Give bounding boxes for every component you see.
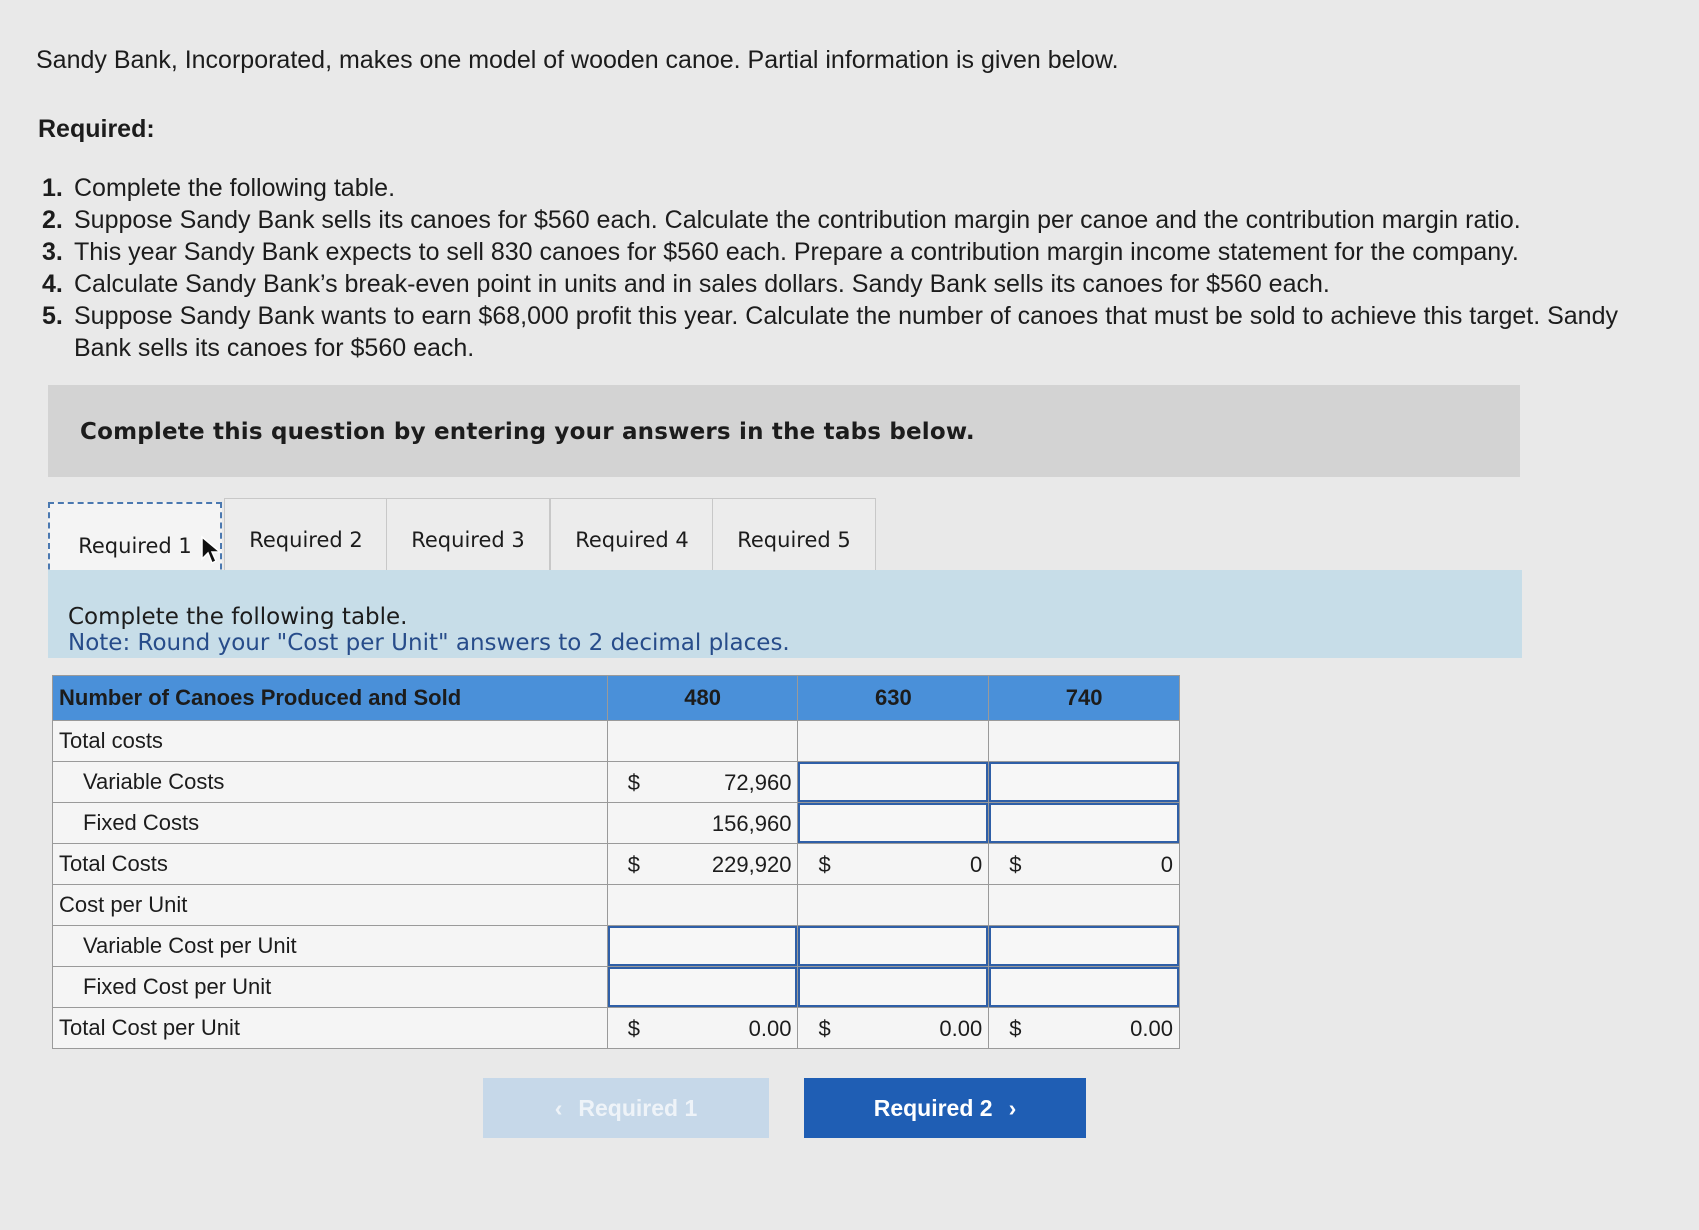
fixed-costs-480-value: 156,960 bbox=[711, 811, 792, 836]
total-cost-per-unit-740-value: 0.00 bbox=[1130, 1016, 1173, 1041]
empty-cell bbox=[989, 885, 1180, 926]
panel-instruction: Complete the following table. bbox=[68, 604, 408, 630]
fixed-costs-740-input[interactable] bbox=[989, 803, 1180, 844]
tab-required-4[interactable]: Required 4 bbox=[550, 498, 714, 582]
total-costs-480 bbox=[607, 844, 798, 885]
prev-button-label: Required 1 bbox=[578, 1094, 698, 1121]
empty-cell bbox=[798, 885, 989, 926]
row-label-fixed-cost-per-unit: Fixed Cost per Unit bbox=[53, 967, 608, 1008]
list-item: 1. Complete the following table. bbox=[42, 174, 396, 202]
row-label-total-costs: Total costs bbox=[53, 721, 608, 762]
row-label-total-costs-sum: Total Costs bbox=[53, 844, 608, 885]
row-label-variable-cost-per-unit: Variable Cost per Unit bbox=[53, 926, 608, 967]
dollar-sign: $ bbox=[627, 852, 640, 877]
row-label-cost-per-unit: Cost per Unit bbox=[53, 885, 608, 926]
variable-costs-740-input[interactable] bbox=[989, 762, 1180, 803]
empty-cell bbox=[607, 721, 798, 762]
total-cost-per-unit-740 bbox=[989, 1008, 1180, 1049]
panel-note: Note: Round your "Cost per Unit" answers to 2 decimal places. bbox=[68, 630, 790, 656]
variable-costs-480-value: 72,960 bbox=[724, 770, 792, 795]
required-heading: Required: bbox=[38, 115, 155, 143]
dollar-sign: $ bbox=[627, 1016, 640, 1041]
dollar-sign: $ bbox=[1009, 852, 1022, 877]
list-item: 4. Calculate Sandy Bank’s break-even point in units and in sales dollars. Sandy Bank sells its canoes for $560 each. bbox=[42, 270, 1330, 298]
list-item: 5. Suppose Sandy Bank wants to earn $68,000 profit this year. Calculate the number of canoes that must be sold to achieve this target. Sandy Bank sells its canoes for $560 each. bbox=[42, 302, 1618, 362]
row-label-variable-costs: Variable Costs bbox=[53, 762, 608, 803]
tab-required-2[interactable]: Required 2 bbox=[224, 498, 388, 582]
chevron-left-icon: ‹ bbox=[554, 1094, 563, 1121]
empty-cell bbox=[798, 721, 989, 762]
dollar-sign: $ bbox=[818, 1016, 831, 1041]
fixed-costs-630-input[interactable] bbox=[798, 803, 989, 844]
total-cost-per-unit-630-value: 0.00 bbox=[939, 1016, 983, 1041]
fixed-cost-per-unit-740-input[interactable] bbox=[989, 967, 1180, 1008]
next-button-label: Required 2 bbox=[873, 1094, 993, 1121]
list-item: 3. This year Sandy Bank expects to sell 830 canoes for $560 each. Prepare a contribution margin income statement for the company. bbox=[42, 238, 1519, 266]
mouse-pointer-icon bbox=[200, 535, 222, 565]
dollar-sign: $ bbox=[818, 852, 831, 877]
total-cost-per-unit-480-value: 0.00 bbox=[748, 1016, 792, 1041]
total-costs-630-value: 0 bbox=[969, 852, 983, 877]
row-label-fixed-costs: Fixed Costs bbox=[53, 803, 608, 844]
variable-costs-630-input[interactable] bbox=[798, 762, 989, 803]
empty-cell bbox=[607, 885, 798, 926]
column-header-630: 630 bbox=[798, 676, 989, 721]
table-row bbox=[53, 967, 1180, 1008]
cost-table bbox=[52, 675, 1180, 1049]
requirements-list bbox=[42, 172, 1662, 364]
total-costs-480-value: 229,920 bbox=[711, 852, 792, 877]
table-row bbox=[53, 762, 1180, 803]
total-costs-740-value: 0 bbox=[1160, 852, 1173, 877]
table-row bbox=[53, 844, 1180, 885]
header-label: Number of Canoes Produced and Sold bbox=[53, 676, 608, 721]
chevron-right-icon: › bbox=[1008, 1094, 1017, 1121]
variable-costs-480 bbox=[607, 762, 798, 803]
next-button[interactable] bbox=[804, 1078, 1086, 1138]
instruction-banner bbox=[48, 385, 1520, 477]
fixed-cost-per-unit-630-input[interactable] bbox=[798, 967, 989, 1008]
list-item: 2. Suppose Sandy Bank sells its canoes for $560 each. Calculate the contribution margin per canoe and the contribution margin ratio. bbox=[42, 206, 1521, 234]
table-row bbox=[53, 885, 1180, 926]
tab-required-3[interactable]: Required 3 bbox=[386, 498, 550, 582]
dollar-sign: $ bbox=[627, 770, 640, 795]
prev-button[interactable] bbox=[483, 1078, 769, 1138]
total-cost-per-unit-630 bbox=[798, 1008, 989, 1049]
variable-cost-per-unit-480-input[interactable] bbox=[607, 926, 798, 967]
row-label-total-cost-per-unit: Total Cost per Unit bbox=[53, 1008, 608, 1049]
dollar-sign: $ bbox=[1009, 1016, 1022, 1041]
tab-required-5[interactable]: Required 5 bbox=[712, 498, 876, 582]
empty-cell bbox=[989, 721, 1180, 762]
column-header-480: 480 bbox=[607, 676, 798, 721]
total-cost-per-unit-480 bbox=[607, 1008, 798, 1049]
column-header-740: 740 bbox=[989, 676, 1180, 721]
instruction-panel bbox=[48, 570, 1522, 658]
table-row bbox=[53, 1008, 1180, 1049]
table-row bbox=[53, 803, 1180, 844]
banner-text: Complete this question by entering your answers in the tabs below. bbox=[80, 419, 975, 445]
variable-cost-per-unit-630-input[interactable] bbox=[798, 926, 989, 967]
intro-text: Sandy Bank, Incorporated, makes one model of wooden canoe. Partial information is given below. bbox=[36, 46, 1119, 74]
total-costs-740 bbox=[989, 844, 1180, 885]
table-row bbox=[53, 926, 1180, 967]
total-costs-630 bbox=[798, 844, 989, 885]
table-header-row bbox=[53, 676, 1180, 721]
variable-cost-per-unit-740-input[interactable] bbox=[989, 926, 1180, 967]
table-row bbox=[53, 721, 1180, 762]
fixed-costs-480 bbox=[607, 803, 798, 844]
fixed-cost-per-unit-480-input[interactable] bbox=[607, 967, 798, 1008]
tab-required-1[interactable]: Required 1 bbox=[48, 502, 222, 590]
